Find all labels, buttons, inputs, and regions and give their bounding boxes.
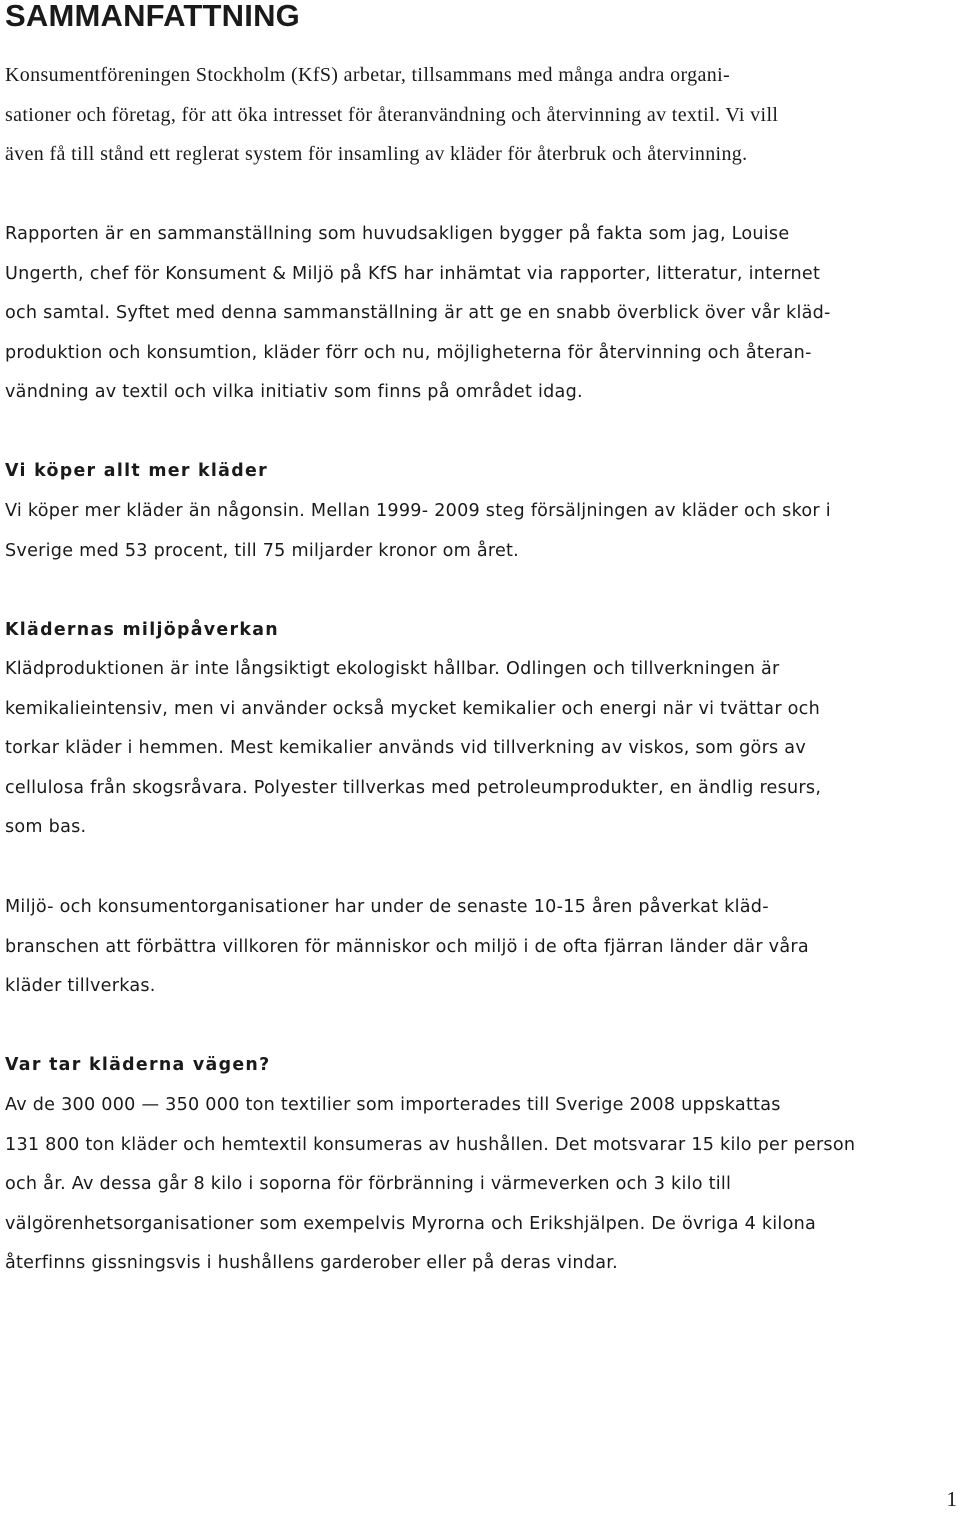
report-line: Ungerth, chef för Konsument & Miljö på KfS har inhämtat via rapporter, litteratur, internet [5,263,821,284]
report-line: vändning av textil och vilka initiativ som finns på området idag. [5,382,583,402]
organizations-line: branschen att förbättra villkoren för människor och miljö i de ofta fjärran länder där våra [5,936,809,957]
where-line: Av de 300 000 — 350 000 ton textilier som importerades till Sverige 2008 uppskattas [5,1095,781,1115]
report-paragraph [5,215,950,413]
environment-line: kemikalieintensiv, men vi använder också mycket kemikalier och energi när vi tvättar och [5,698,820,719]
buying-line: Sverige med 53 procent, till 75 miljarder kronor om året. [5,540,520,561]
report-line: produktion och konsumtion, kläder förr och nu, möjligheterna för återvinning och återan- [5,342,812,363]
intro-line: sationer och företag, för att öka intresset för återanvändning och återvinning av textil. Vi vill [5,103,779,126]
organizations-paragraph [5,888,950,1007]
intro-line: även få till stånd ett reglerat system för insamling av kläder för återbruk och återvinning. [5,143,748,165]
report-line: och samtal. Syftet med denna sammanställning är att ge en snabb överblick över vår kläd- [5,303,831,323]
where-line: återfinns gissningsvis i hushållens garderober eller på deras vindar. [5,1253,618,1273]
buying-line: Vi köper mer kläder än någonsin. Mellan 1999- 2009 steg försäljningen av kläder och skor i [5,501,831,521]
organizations-line: Miljö- och konsumentorganisationer har under de senaste 10-15 åren påverkat kläd- [5,897,769,917]
where-line: 131 800 ton kläder och hemtextil konsumeras av hushållen. Det motsvarar 15 kilo per person [5,1134,856,1155]
environment-line: torkar kläder i hemmen. Mest kemikalier används vid tillverkning av viskos, som görs av [5,738,807,758]
report-line: Rapporten är en sammanställning som huvudsakligen bygger på fakta som jag, Louise [5,224,790,244]
section-heading-buying: Vi köper allt mer kläder [5,461,268,481]
where-line: och år. Av dessa går 8 kilo i soporna för förbränning i värmeverken och 3 kilo till [5,1174,732,1194]
buying-paragraph [5,492,950,571]
section-heading-environment: Klädernas miljöpåverkan [5,620,279,640]
where-line: välgörenhetsorganisationer som exempelvis Myrorna och Erikshjälpen. De övriga 4 kilona [5,1213,817,1234]
section-heading-where: Var tar kläderna vägen? [5,1055,271,1075]
page-number: 1 [946,1487,957,1511]
organizations-line: kläder tillverkas. [5,976,156,996]
environment-line: som bas. [5,817,87,837]
environment-paragraph [5,650,950,848]
environment-line: Klädproduktionen är inte långsiktigt ekologiskt hållbar. Odlingen och tillverkningen är [5,659,780,679]
environment-line: cellulosa från skogsråvara. Polyester tillverkas med petroleumprodukter, en ändlig resurs, [5,777,822,798]
intro-line: Konsumentföreningen Stockholm (KfS) arbetar, tillsammans med många andra organi- [5,64,730,86]
where-paragraph [5,1086,950,1284]
page-title: SAMMANFATTNING [5,0,300,33]
intro-paragraph [5,56,950,175]
